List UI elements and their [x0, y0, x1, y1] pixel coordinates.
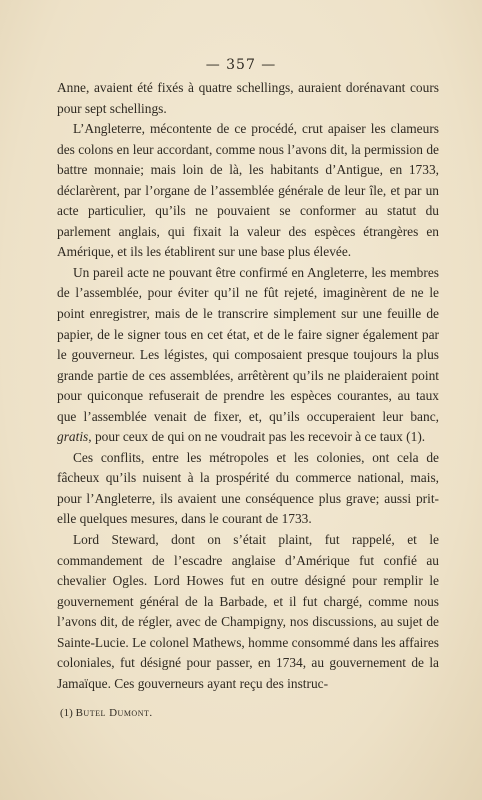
footnote-marker: (1): [60, 707, 73, 719]
footnote-author: Butel Dumont.: [75, 707, 153, 719]
body-text: [57, 78, 439, 694]
paragraph-4: Ces conflits, entre les métropoles et les colonies, ont cela de fâcheux qu’ils nuisent à la prospérité du commerce national, mais, pour l’Angleterre, ils avaient une conséquence plus grave; aussi prit-elle quelques mesures, dans le courant de 1733.: [57, 449, 439, 527]
paragraph-3: [57, 263, 439, 448]
paragraph-1: Anne, avaient été fixés à quatre schellings, auraient dorénavant cours pour sept schellings.: [57, 80, 439, 116]
paragraph-3-tail: , pour ceux de qui on ne voudrait pas les recevoir à ce taux (1).: [88, 429, 426, 445]
paragraph-5: Lord Steward, dont on s’était plaint, fut rappelé, et le commandement de l’escadre anglaise d’Amérique fut confié au chevalier Ogles. Lord Howes fut en outre désigné pour remplir le gouvernement général de la Barbade, et il fut chargé, comme nous l’avons dit, de régler, avec de Champigny, nos discussions, au sujet de Sainte-Lucie. Le colonel Mathews, homme consommé dans les affaires coloniales, fut désigné pour passer, en 1734, au gouvernement de la Jamaïque. Ces gouverneurs ayant reçu des instruc-: [57, 532, 440, 691]
paragraph-2: L’Angleterre, mécontente de ce procédé, crut apaiser les clameurs des colons en leur accordant, comme nous l’avons dit, la permission de battre monnaie; mais loin de là, les habitants d’Antigue, en 1733, déclarèrent, par l’organe de l’assemblée générale de leur île, et par un acte particulier, qu’ils ne pouvaient se conformer au statut du parlement anglais, qui fixait la valeur des espèces étrangères en Amérique, et ils les établirent sur une base plus élevée.: [57, 121, 439, 260]
paragraph-3-text: Un pareil acte ne pouvant être confirmé en Angleterre, les membres de l’assemblée, pour éviter qu’il ne fût rejeté, imaginèrent de ne le point enregistrer, mais de le transcrire simplement sur une feuille de papier, de le signer tous en cet état, et de le faire signer également par le gouverneur. Les légistes, qui composaient presque toujours la plus grande partie de ces assemblées, arrêtèrent qu’ils ne plaideraient point pour quiconque refuserait de prendre les espèces courantes, au taux que l’assemblée venait de fixer, et, qu’ils occuperaient leur banc,: [57, 264, 439, 424]
page-number: — 357 —: [205, 57, 277, 73]
paragraph-3-italic: gratis: [57, 429, 89, 445]
footnote: [60, 707, 153, 719]
